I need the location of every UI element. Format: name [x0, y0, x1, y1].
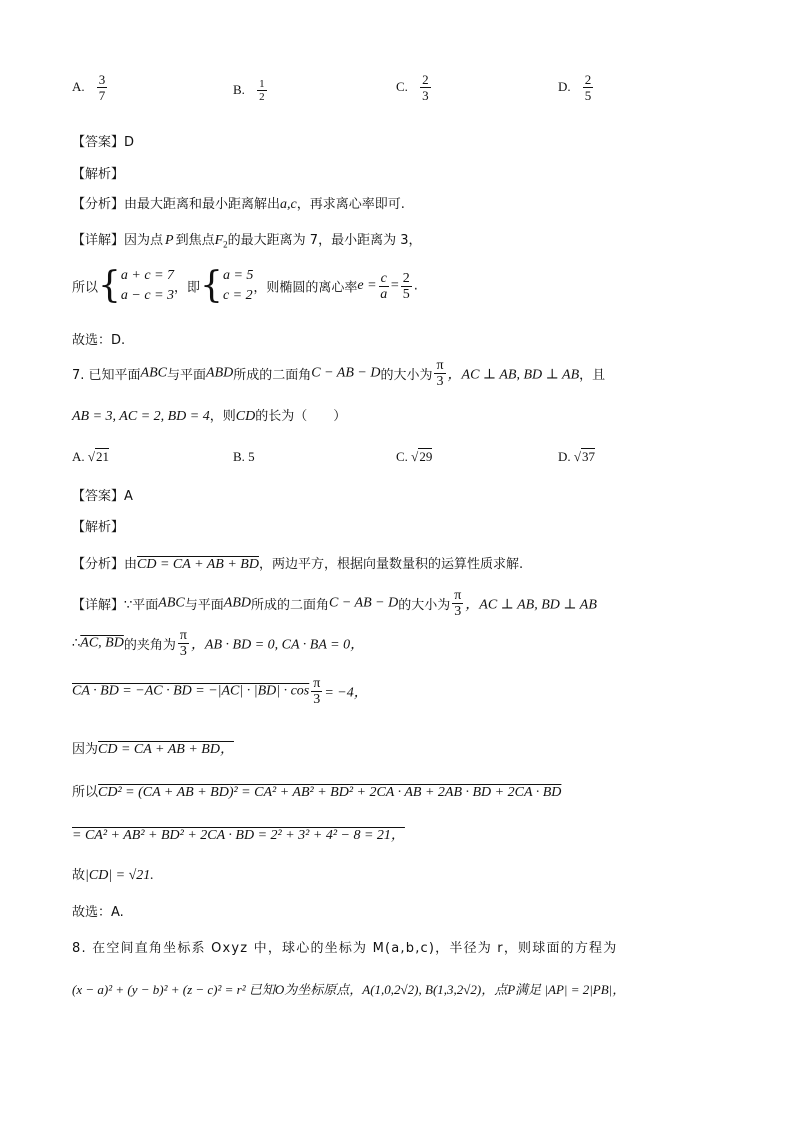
q6-fenxi: 【分析】由最大距离和最小距离解出a,c，再求离心率即可.: [72, 197, 405, 212]
q6-answer: 【答案】D: [72, 135, 135, 150]
option-letter: D.: [558, 79, 571, 94]
option-fraction: $\frac{3}{7}$: [98, 72, 106, 103]
q6-option-c: [396, 72, 433, 103]
q7-xiangjie-line7: 故|CD| = √21.: [72, 868, 154, 883]
q7-xiangjie-line4: 因为CD = CA + AB + BD，: [72, 742, 234, 757]
q7-stem-line2: AB = 3, AC = 2, BD = 4，则CD的长为（ ）: [72, 409, 347, 424]
q6-option-d: [558, 72, 595, 103]
q6-analysis-heading: 【解析】: [72, 167, 125, 182]
option-fraction: $\frac{2}{3}$: [422, 72, 429, 103]
q7-fenxi: 【分析】由CD = CA + AB + BD，两边平方，根据向量数量积的运算性质求解.: [72, 557, 524, 572]
q8-stem-line2: (x − a)² + (y − b)² + (z − c)² = r² 已知O为坐标原点，A(1,0,2√2), B(1,3,2√2)，点P满足 |AP| = 2|PB|，: [72, 982, 626, 997]
q6-xiangjie: 【详解】因为点 P 到焦点$F_2$的最大距离为 7，最小距离为 3，: [72, 233, 422, 250]
q6-conclusion: 故选：D.: [72, 333, 126, 348]
q7-answer: 【答案】A: [72, 489, 133, 504]
q7-analysis-heading: 【解析】: [72, 520, 125, 535]
q7-xiangjie-line2: ∴AC, BD的夹角为 $\frac{\pi}{3}$ ，AB · BD = 0, CA · BA = 0，: [72, 628, 365, 659]
option-fraction: $\frac{2}{5}$: [584, 72, 592, 103]
option-letter: B.: [233, 82, 245, 97]
option-fraction: $\frac{1}{2}$: [259, 78, 265, 103]
q7-option-b: B. 5: [233, 449, 255, 464]
q7-xiangjie-line3: CA · BD = −AC · BD = −|AC| · |BD| · cos $\frac{\pi}{3}$ = −4，: [72, 676, 368, 707]
system-2: a = 5 c = 2: [222, 268, 254, 303]
q7-xiangjie-line5: 所以CD² = (CA + AB + BD)² = CA² + AB² + BD² + 2CA · AB + 2AB · BD + 2CA · BD: [72, 785, 562, 800]
q7-option-d: D. √37: [558, 449, 596, 464]
q6-option-a: [72, 72, 109, 103]
q7-xiangjie-line6: = CA² + AB² + BD² + 2CA · BD = 2² + 3² + 4² − 8 = 21，: [72, 828, 405, 843]
q6-option-b: [233, 78, 269, 103]
option-letter: C.: [396, 79, 408, 94]
option-letter: A.: [72, 79, 85, 94]
system-1: a + c = 7 a − c = 3: [120, 268, 175, 303]
q7-xiangjie-line1: 【详解】∵平面ABC与平面ABD所成的二面角C − AB − D的大小为 $\frac{\pi}{3}$ ，AC ⊥ AB, BD ⊥ AB: [72, 588, 597, 619]
q6-system-line: 所以{ a + c = 7 a − c = 3 ，即{ a = 5 c = 2 ，则椭圆的离心率e = $\frac{c}{a}$ = $\frac{2}{5}$ .: [72, 265, 418, 306]
q7-option-a: A. √21: [72, 449, 110, 464]
q7-conclusion: 故选：A.: [72, 905, 124, 920]
q7-option-c: C. √29: [396, 449, 433, 464]
q8-stem-line1: 8. 在空间直角坐标系 Oxyz 中，球心的坐标为 M(a,b,c)，半径为 r，则球面的方程为: [72, 941, 618, 956]
q7-stem-line1: 7. 已知平面ABC与平面ABD所成的二面角C − AB − D的大小为 $\frac{\pi}{3}$ ，AC ⊥ AB, BD ⊥ AB，且: [72, 358, 606, 389]
